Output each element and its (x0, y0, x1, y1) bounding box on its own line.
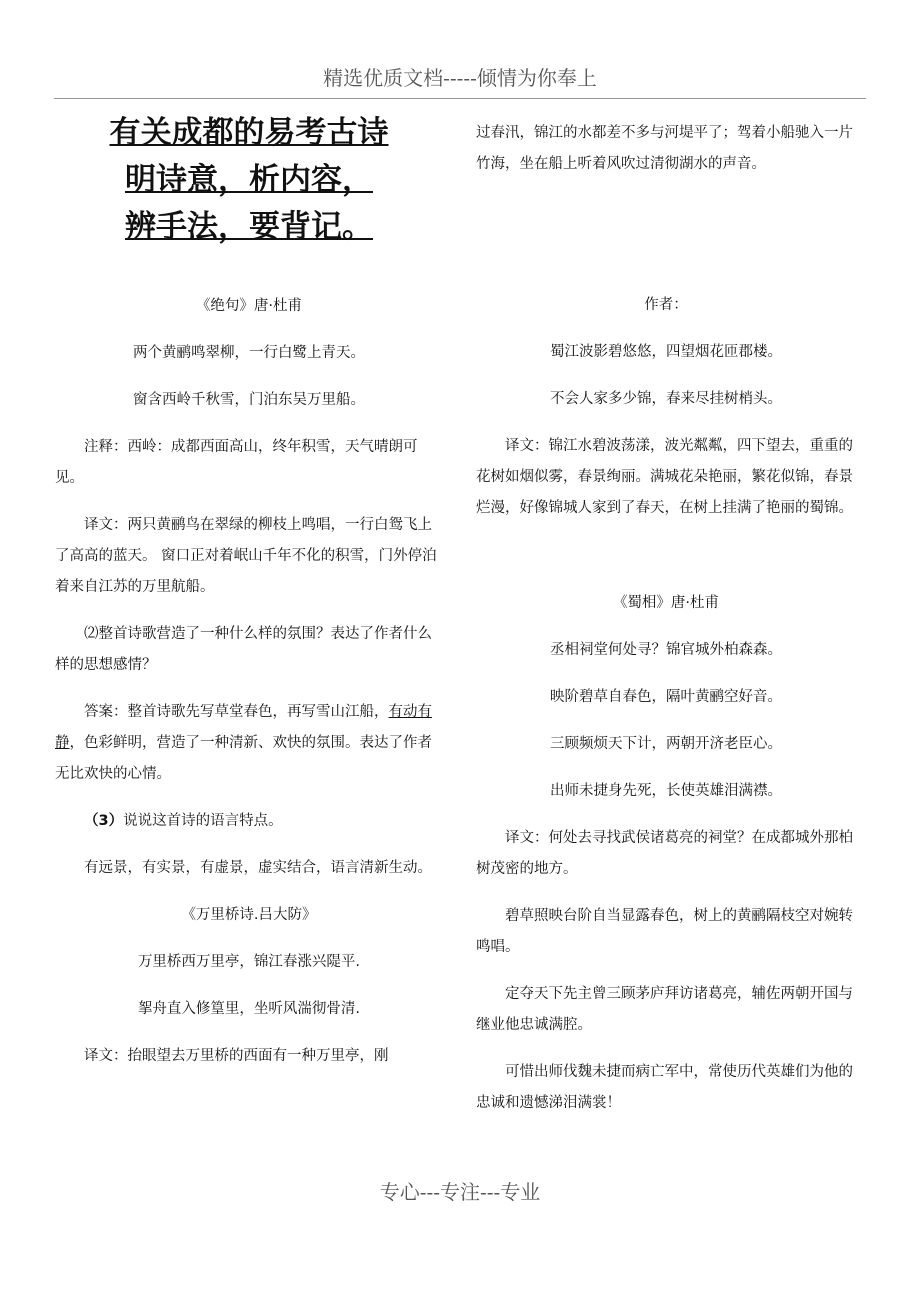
poem4-translation-3: 定夺天下先主曾三顾茅庐拜访诸葛亮，辅佐两朝开国与继业他忠诚满腔。 (476, 986, 853, 1033)
poem1-line1: 两个黄鹂鸣翠柳，一行白鹭上青天。 (133, 345, 365, 361)
poem2-translation-end: 过春汛，锦江的水都差不多与河堤平了；驾着小船驰入一片竹海，坐在船上听着风吹过清彻湖水的声音。 (476, 125, 853, 172)
answer-2-prefix: 答案：整首诗歌先写草堂春色，再写雪山江船， (84, 704, 389, 720)
question-3 (55, 806, 443, 837)
poem2-title: 《万里桥诗.吕大防》 (181, 907, 317, 923)
poem4-translation-2: 碧草照映台阶自当显露春色，树上的黄鹂隔枝空对婉转鸣唱。 (476, 908, 853, 955)
answer-2-underlined: 有动有静 (55, 704, 432, 751)
left-column (55, 110, 443, 1088)
document-title (55, 110, 443, 251)
page-header: 精选优质文档-----倾情为你奉上 (323, 66, 597, 90)
answer-2-suffix: ，色彩鲜明，营造了一种清新、欢快的氛围。表达了作者无比欢快的心情。 (55, 735, 432, 782)
answer-3: 有远景，有实景，有虚景，虚实结合，语言清新生动。 (84, 860, 432, 876)
poem4-line2: 映阶碧草自春色，隔叶黄鹂空好音。 (550, 689, 782, 705)
poem2-line1: 万里桥西万里亭，锦江春涨兴隄平. (137, 954, 361, 970)
poem4-line1: 丞相祠堂何处寻？锦官城外柏森森。 (550, 642, 782, 658)
poem1-line2: 窗含西岭千秋雪，门泊东吴万里船。 (133, 392, 365, 408)
poem4-title: 《蜀相》唐·杜甫 (612, 595, 720, 611)
title-line-2: 明诗意，析内容， (125, 162, 373, 198)
poem3-line1: 蜀江波影碧悠悠，四望烟花匝郡楼。 (550, 344, 782, 360)
poem3-author: 作者： (644, 297, 688, 313)
poem1-title: 《绝句》唐·杜甫 (195, 298, 303, 314)
right-column (476, 118, 856, 1135)
page-footer: 专心---专注---专业 (379, 1180, 541, 1204)
poem2-translation-start: 译文：抬眼望去万里桥的西面有一种万里亭，刚 (84, 1048, 389, 1064)
poem2-line2: 挐舟直入修篁里，坐听风湍彻骨清. (137, 1001, 361, 1017)
answer-2 (55, 697, 443, 790)
question-3-text: 说说这首诗的语言特点。 (123, 813, 283, 829)
question-3-number: （3） (84, 813, 124, 829)
poem3-line2: 不会人家多少锦，春来尽挂树梢头。 (550, 391, 782, 407)
poem4-translation-4: 可惜出师伐魏未捷而病亡军中，常使历代英雄们为他的忠诚和遗憾涕泪满裳！ (476, 1064, 853, 1111)
poem4-translation-1: 译文：何处去寻找武侯诸葛亮的祠堂？在成都城外那柏树茂密的地方。 (476, 830, 853, 877)
poem3-translation: 译文：锦江水碧波荡漾，波光粼粼，四下望去，重重的花树如烟似雾，春景绚丽。满城花朵艳丽，繁花似锦，春景烂漫，好像锦城人家到了春天，在树上挂满了艳丽的蜀锦。 (476, 438, 853, 516)
poem4-line3: 三顾频烦天下计，两朝开济老臣心。 (550, 736, 782, 752)
title-line-3: 辨手法，要背记。 (125, 209, 373, 245)
title-line-1: 有关成都的易考古诗 (109, 115, 389, 151)
question-2: ⑵整首诗歌营造了一种什么样的氛围？表达了作者什么样的思想感情？ (55, 626, 432, 673)
poem1-translation: 译文：两只黄鹂鸟在翠绿的柳枝上鸣唱，一行白鸳飞上了高高的蓝天。 窗口正对着岷山千年不化的积雪，门外停泊着来自江苏的万里航船。 (55, 517, 437, 595)
poem1-note: 注释：西岭：成都西面高山，终年积雪，天气晴朗可见。 (55, 439, 418, 486)
header-divider (54, 98, 866, 99)
poem4-line4: 出师未捷身先死，长使英雄泪满襟。 (550, 783, 782, 799)
